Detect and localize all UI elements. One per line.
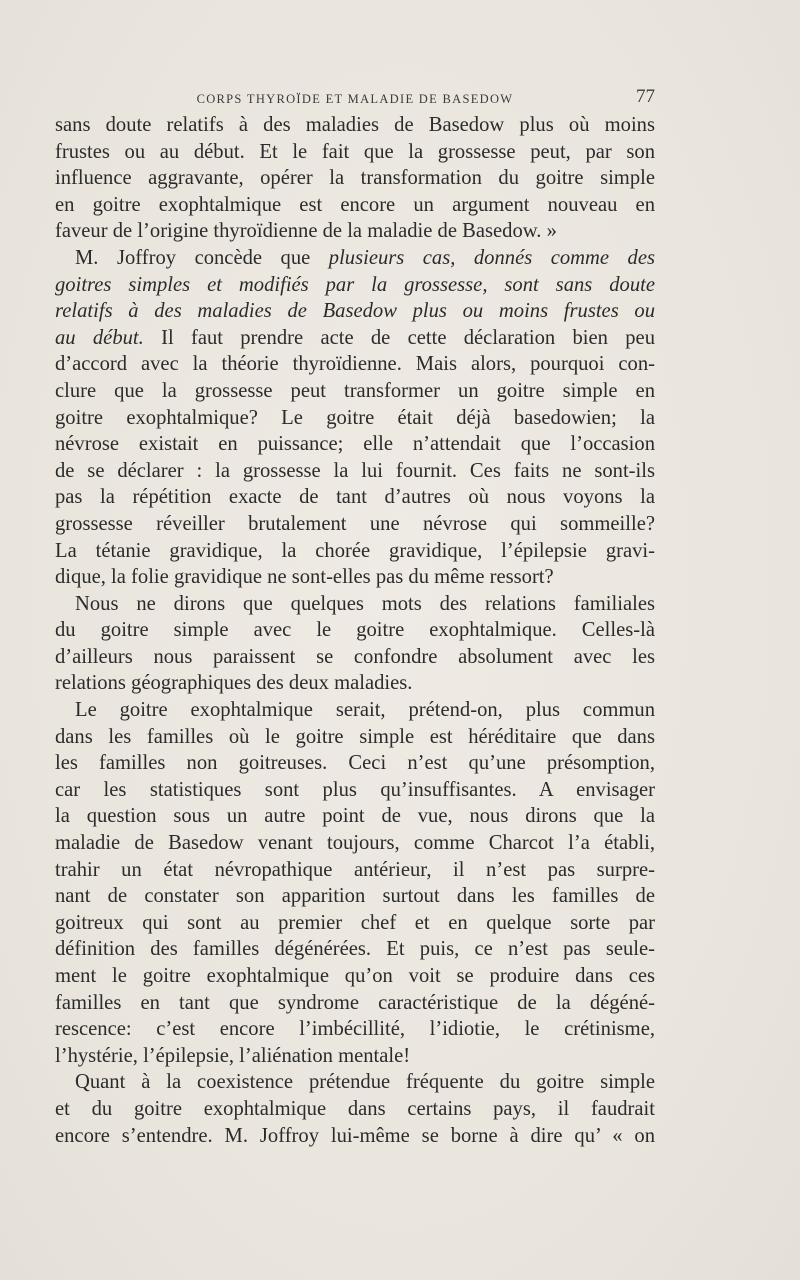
text-line: grossesse réveiller brutalement une névrose qui sommeille?: [55, 512, 655, 535]
text-line: d’ailleurs nous paraissent se confondre absolument avec les: [55, 645, 655, 668]
text-run: M. Joffroy concède que: [75, 246, 311, 269]
text-line: goitreux qui sont au premier chef et en quelque sorte par: [55, 911, 655, 934]
text-line: sans doute relatifs à des maladies de Basedow plus où moins: [55, 114, 655, 136]
body-text: [55, 112, 655, 1149]
text-line: [55, 272, 655, 299]
text-line: Le goitre exophtalmique serait, prétend-on, plus commun: [75, 699, 655, 722]
text-line: trahir un état névropathique antérieur, il n’est pas surpre-: [55, 858, 655, 881]
text-line: maladie de Basedow venant toujours, comme Charcot l’a établi,: [55, 832, 655, 855]
italic-run: relatifs à des maladies de Basedow plus ou moins frustes ou: [55, 300, 655, 323]
italic-run: plusieurs cas, donnés comme des: [328, 246, 655, 269]
text-line: clure que la grossesse peut transformer un goitre simple en: [55, 379, 655, 402]
text-line: de se déclarer : la grossesse la lui fournit. Ces faits ne sont-ils: [55, 459, 655, 482]
text-line: pas la répétition exacte de tant d’autres où nous voyons la: [55, 486, 655, 509]
text-line: frustes ou au début. Et le fait que la grossesse peut, par son: [55, 140, 655, 163]
text-line: d’accord avec la théorie thyroïdienne. Mais alors, pourquoi con-: [55, 353, 655, 376]
text-line: du goitre simple avec le goitre exophtalmique. Celles-là: [55, 619, 655, 642]
text-line: définition des familles dégénérées. Et puis, ce n’est pas seule-: [55, 938, 655, 961]
text-line: [55, 298, 655, 325]
text-line: la question sous un autre point de vue, nous dirons que la: [55, 805, 655, 828]
text-line: familles en tant que syndrome caractéristique de la dégéné-: [55, 991, 655, 1014]
text-line: ment le goitre exophtalmique qu’on voit se produire dans ces: [55, 965, 655, 987]
text-line: Nous ne dirons que quelques mots des relations familiales: [75, 592, 655, 615]
italic-run: au début.: [55, 326, 144, 349]
text-line: encore s’entendre. M. Joffroy lui-même se borne à dire qu’ « on: [55, 1124, 655, 1147]
running-head: [55, 88, 655, 110]
text-line: La tétanie gravidique, la chorée gravidique, l’épilepsie gravi-: [55, 539, 655, 562]
text-line: l’hystérie, l’épilepsie, l’aliénation mentale!: [55, 1044, 411, 1067]
running-title: CORPS THYROÏDE ET MALADIE DE BASEDOW: [196, 92, 514, 106]
text-run: Il faut prendre acte de cette déclaration bien peu: [161, 326, 655, 349]
text-line: les familles non goitreuses. Ceci n’est qu’une présomption,: [55, 752, 655, 775]
text-line: Quant à la coexistence prétendue fréquente du goitre simple: [75, 1071, 655, 1094]
text-line: [55, 245, 655, 272]
text-line: névrose existait en puissance; elle n’attendait que l’occasion: [55, 433, 655, 456]
text-line: faveur de l’origine thyroïdienne de la maladie de Basedow. »: [55, 220, 557, 243]
text-line: [55, 325, 655, 352]
text-line: en goitre exophtalmique est encore un argument nouveau en: [55, 193, 655, 216]
text-line: influence aggravante, opérer la transformation du goitre simple: [55, 167, 655, 190]
text-line: nant de constater son apparition surtout dans les familles de: [55, 885, 655, 908]
text-line: dans les familles où le goitre simple est héréditaire que dans: [55, 725, 655, 748]
italic-run: goitres simples et modifiés par la grossesse, sont sans doute: [55, 273, 655, 296]
text-line: dique, la folie gravidique ne sont-elles pas du même ressort?: [55, 566, 554, 589]
page-number: 77: [636, 86, 655, 107]
text-line: et du goitre exophtalmique dans certains pays, il faudrait: [55, 1097, 655, 1120]
text-line: relations géographiques des deux maladies.: [55, 672, 413, 695]
text-line: car les statistiques sont plus qu’insuffisantes. A envisager: [55, 778, 655, 801]
text-line: goitre exophtalmique? Le goitre était déjà basedowien; la: [55, 406, 655, 429]
text-line: rescence: c’est encore l’imbécillité, l’idiotie, le crétinisme,: [55, 1018, 655, 1041]
